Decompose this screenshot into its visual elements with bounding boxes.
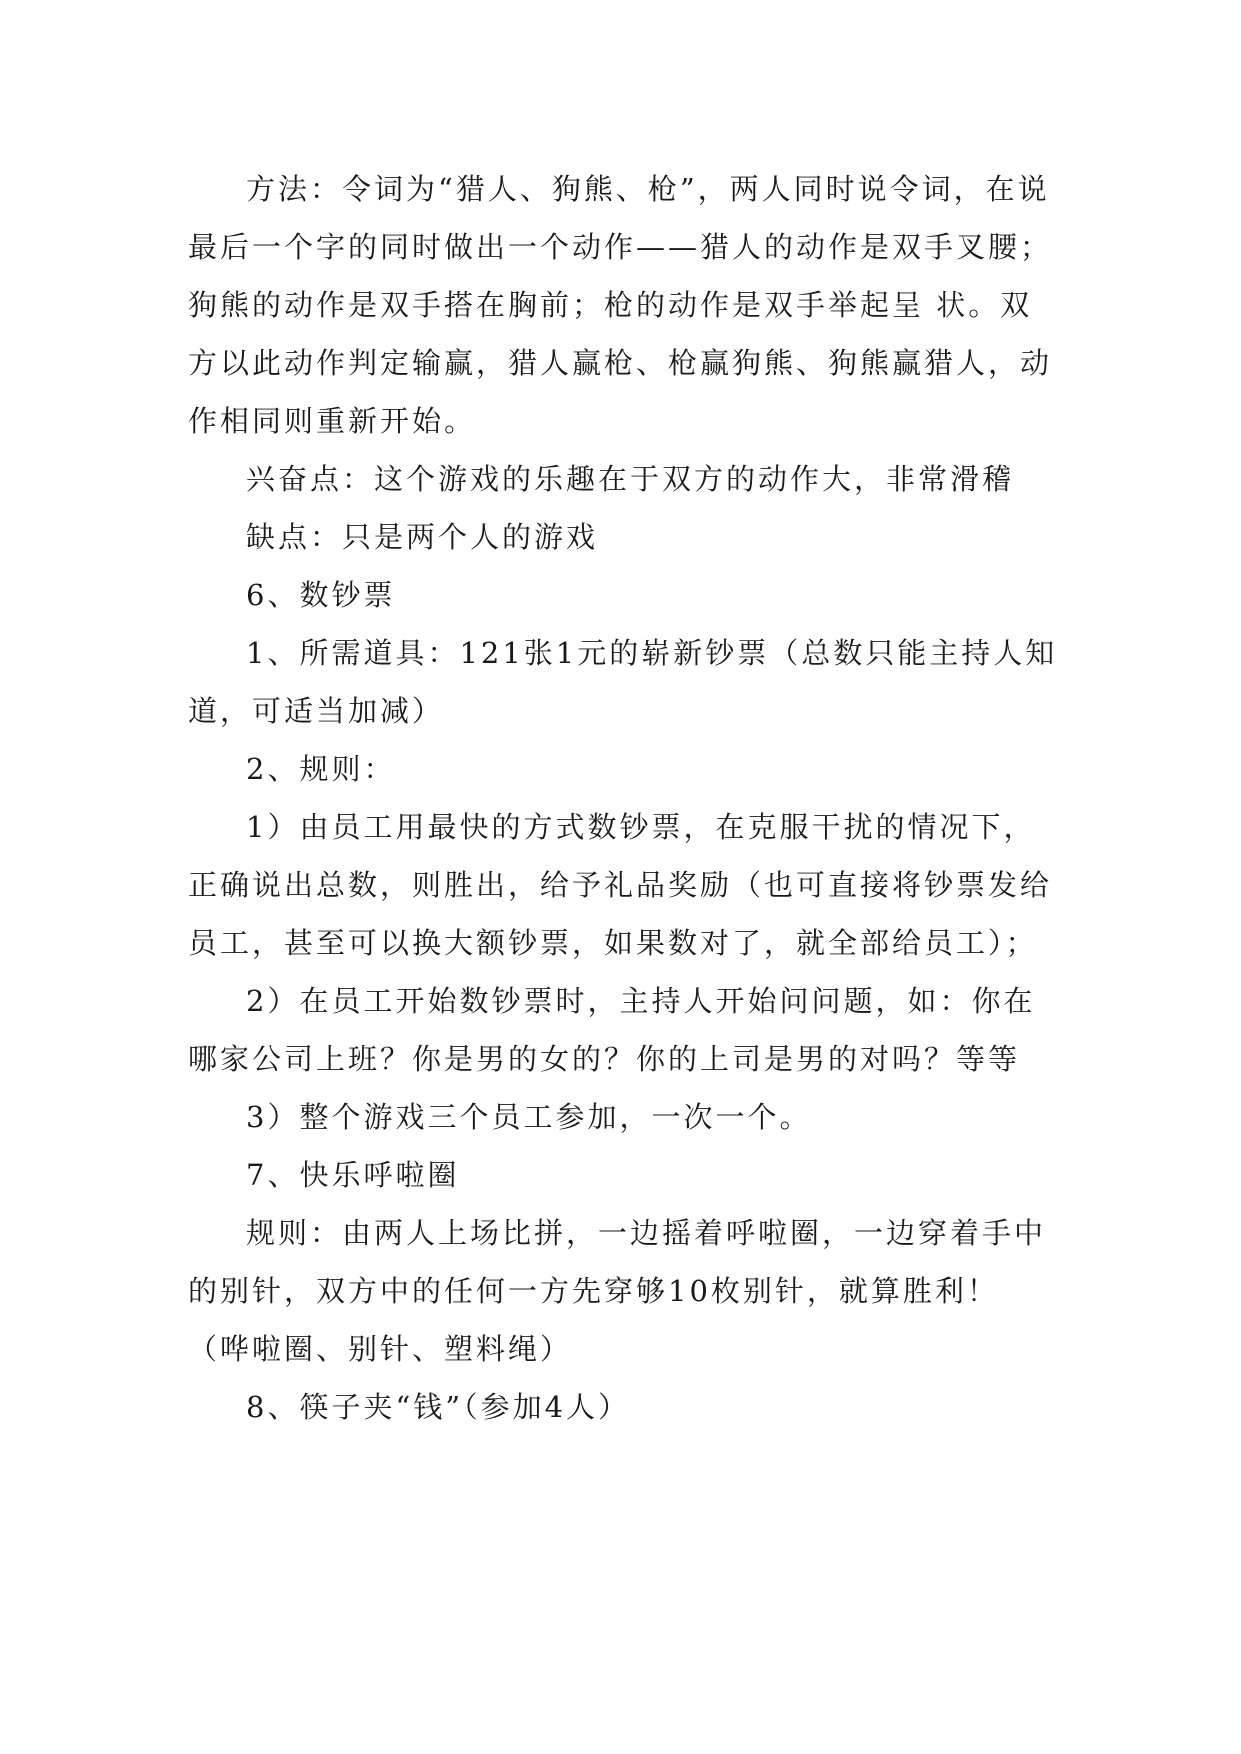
- paragraph-method: 方法：令词为“猎人、狗熊、枪”，两人同时说令词，在说最后一个字的同时做出一个动作——猎人的动作是双手叉腰；狗熊的动作是双手搭在胸前；枪的动作是双手举起呈 状。双方以此动作判定输赢，猎人赢枪、枪赢狗熊、狗熊赢猎人，动作相同则重新开始。: [188, 172, 1053, 438]
- section-heading-chopsticks: 8、筷子夹“钱”（参加4人）: [246, 1390, 631, 1424]
- paragraph-rule-2: 2）在员工开始数钞票时，主持人开始问问题，如：你在哪家公司上班？你是男的女的？你的上司是男的对吗？等等: [188, 984, 1036, 1076]
- paragraph-props: 1、所需道具：121张1元的崭新钞票（总数只能主持人知道，可适当加减）: [188, 636, 1058, 728]
- section-heading-hula-hoop: 7、快乐呼啦圈: [246, 1158, 460, 1192]
- section-heading-count-money: 6、数钞票: [246, 578, 396, 612]
- paragraph-excitement: 兴奋点：这个游戏的乐趣在于双方的动作大，非常滑稽: [246, 462, 1015, 496]
- paragraph-rule-1: 1）由员工用最快的方式数钞票，在克服干扰的情况下，正确说出总数，则胜出，给予礼品奖励（也可直接将钞票发给员工，甚至可以换大额钞票，如果数对了，就全部给员工）；: [188, 810, 1053, 960]
- paragraph-rule-3: 3）整个游戏三个员工参加，一次一个。: [246, 1100, 812, 1134]
- document-body: [188, 160, 1058, 1436]
- paragraph-drawback: 缺点：只是两个人的游戏: [246, 520, 599, 554]
- paragraph-rules-heading: 2、规则：: [246, 752, 396, 786]
- paragraph-hula-rules: 规则：由两人上场比拼，一边摇着呼啦圈，一边穿着手中的别针，双方中的任何一方先穿够10枚别针，就算胜利！（哗啦圈、别针、塑料绳）: [188, 1216, 1047, 1366]
